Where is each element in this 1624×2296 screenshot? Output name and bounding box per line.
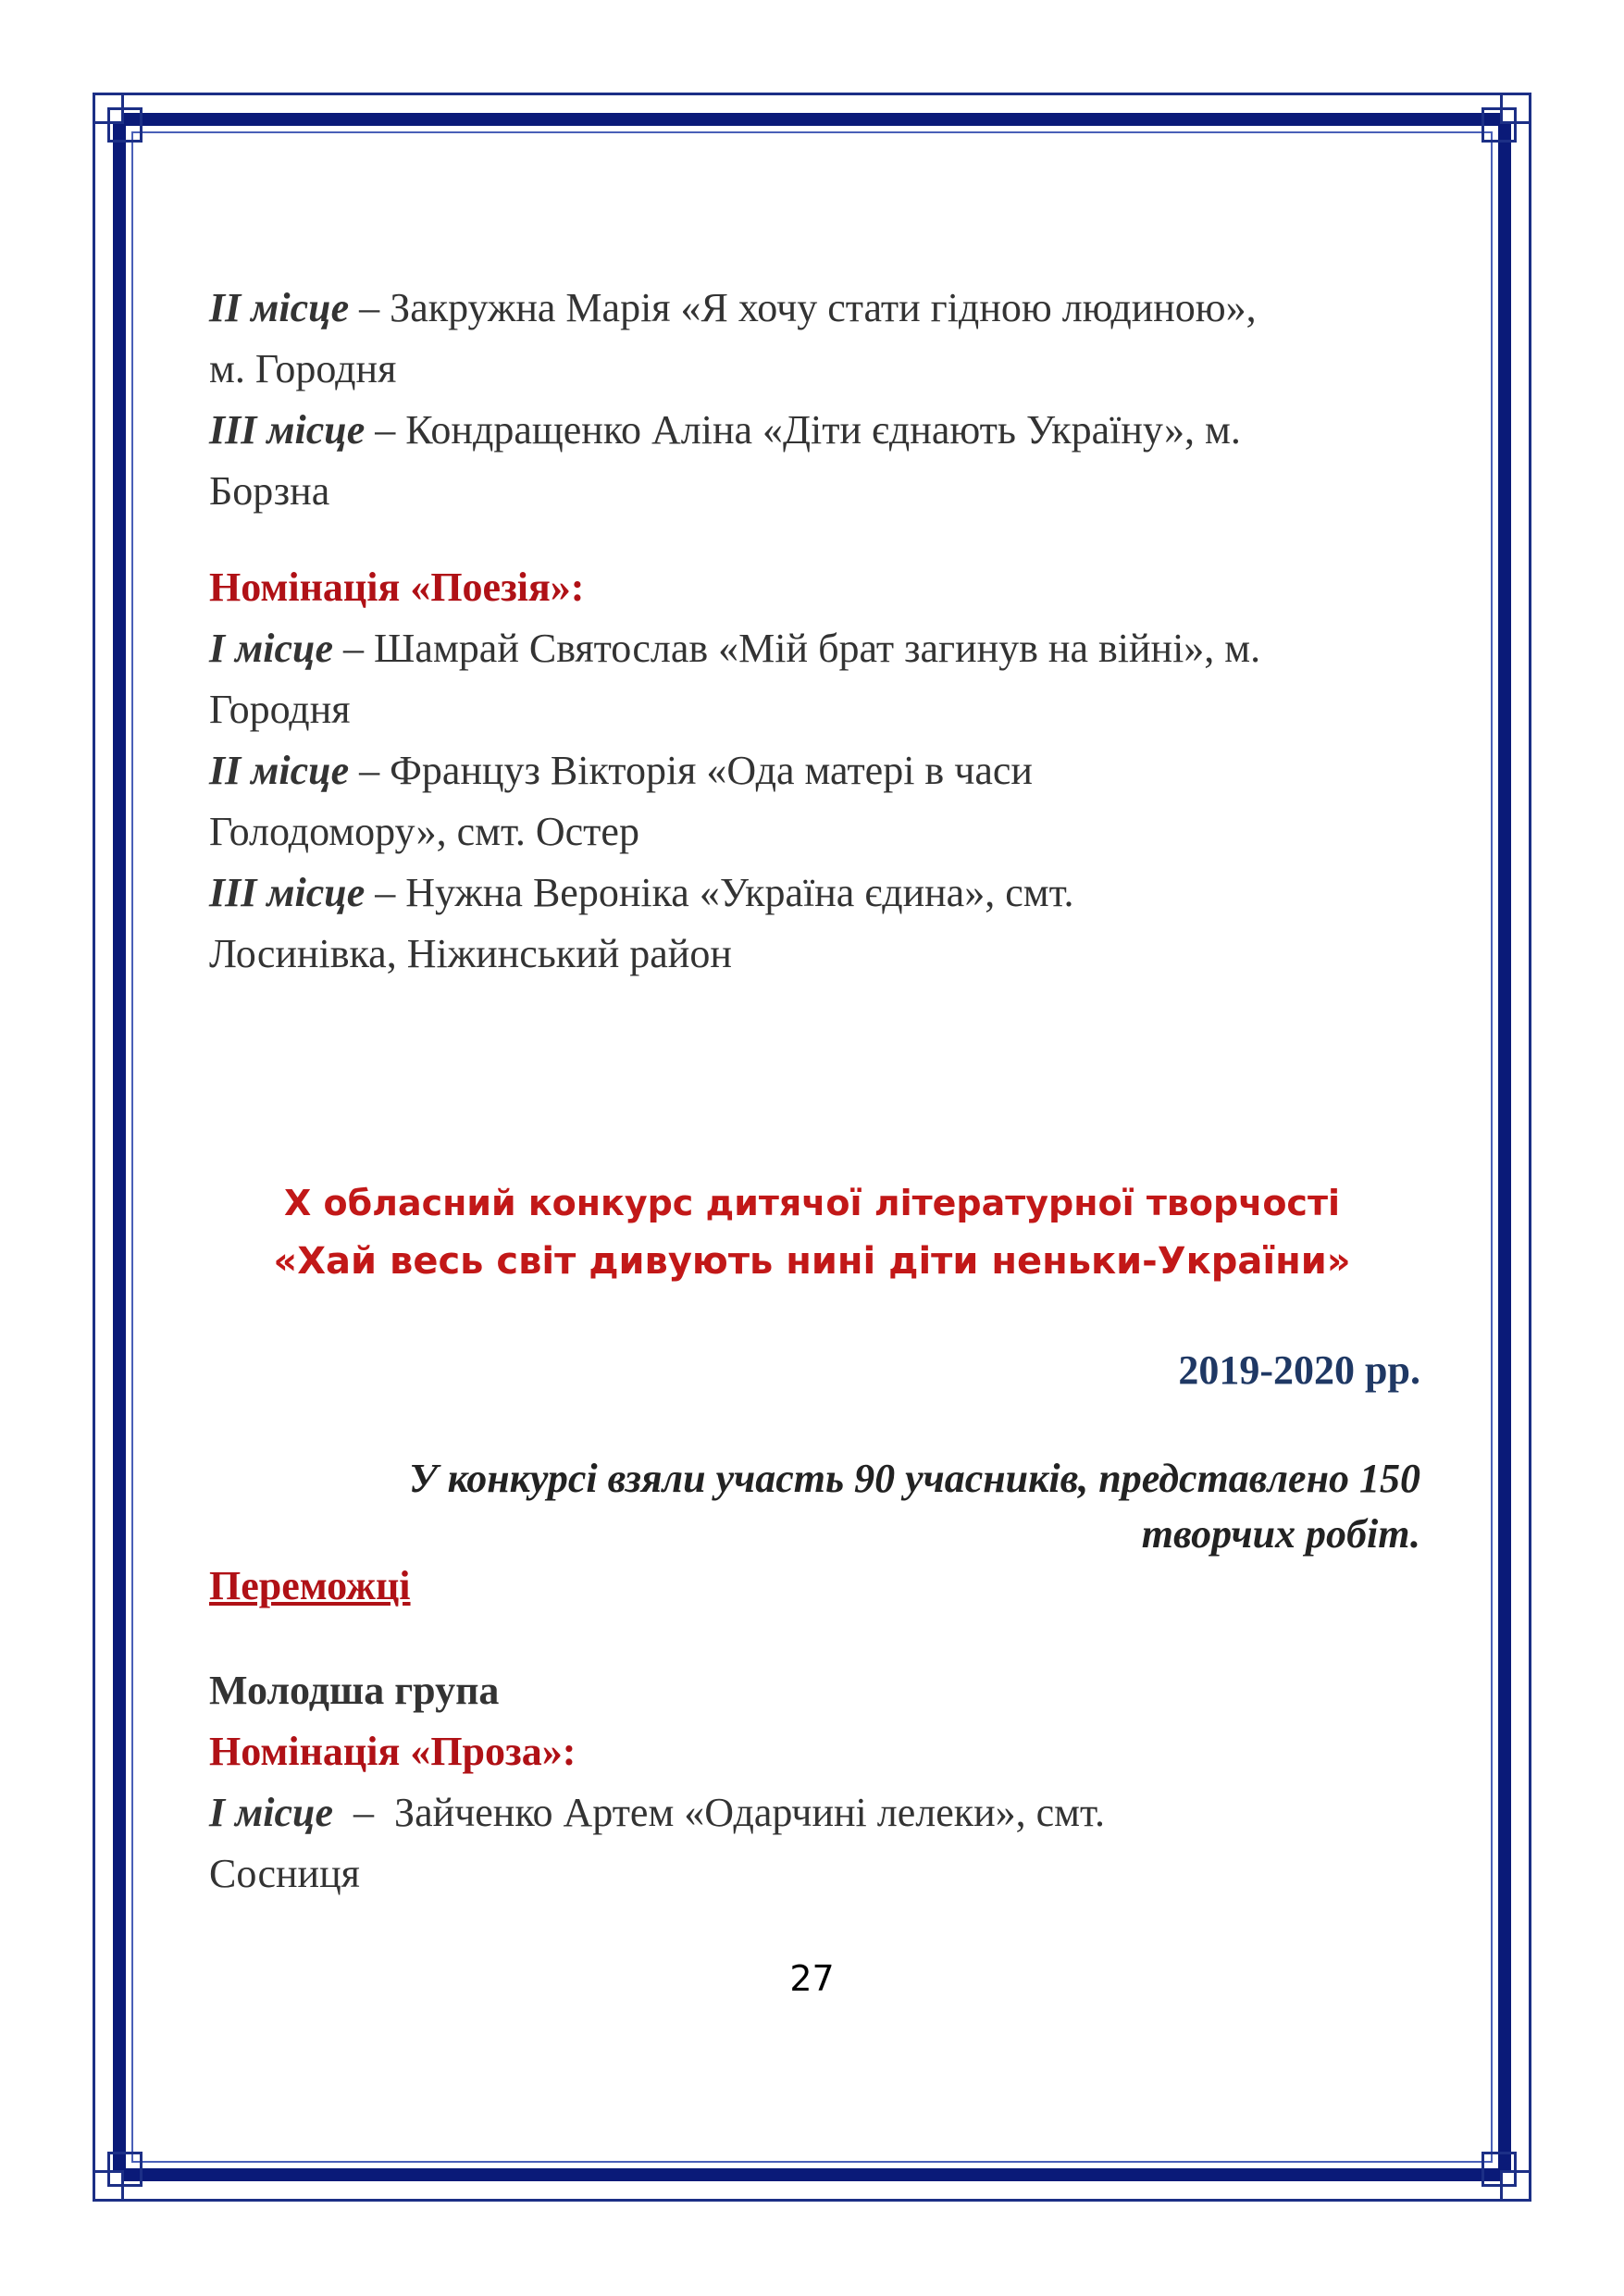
contest-years: 2019-2020 рр. <box>1178 1347 1420 1393</box>
prize-line-cont: Лосинівка, Ніжинський район <box>209 931 732 976</box>
winner-entry: Француз Вікторія «Ода матері в часи <box>390 748 1033 793</box>
prize-line: II місце – Француз Вікторія «Ода матері в часи <box>209 748 1033 793</box>
contest-title-line2: «Хай весь світ дивують нині діти неньки-України» <box>273 1240 1351 1283</box>
contest-title-line1: X обласний конкурс дитячої літературної творчості <box>283 1183 1341 1223</box>
frame-corner-ornament <box>1476 93 1531 148</box>
place-label: II місце <box>209 748 350 793</box>
winner-entry: Нужна Вероніка «Україна єдина», смт. <box>405 870 1074 915</box>
prize-line-cont: Сосниця <box>209 1851 360 1896</box>
prize-line: I місце – Зайченко Артем «Одарчині лелеки», смт. <box>209 1790 1105 1835</box>
place-label: I місце <box>209 1790 334 1835</box>
place-label: II місце <box>209 285 350 330</box>
prize-listing-bottom <box>209 1660 1421 1905</box>
participants-line: творчих робіт. <box>1141 1511 1420 1557</box>
frame-corner-ornament <box>93 93 148 148</box>
page-number: 27 <box>789 1958 835 1999</box>
prize-line: III місце – Кондращенко Аліна «Діти єднають Україну», м. <box>209 407 1241 453</box>
frame-corner-ornament <box>93 2146 148 2202</box>
prize-line-cont: Борзна <box>209 468 330 514</box>
prize-line: I місце – Шамрай Святослав «Мій брат загинув на війні», м. <box>209 626 1261 671</box>
prize-line-cont: м. Городня <box>209 346 397 391</box>
nomination-heading-poetry: Номінація «Поезія»: <box>209 565 585 610</box>
place-label: III місце <box>209 407 366 453</box>
prize-line-cont: Голодомору», смт. Остер <box>209 809 639 854</box>
winner-entry: Зайченко Артем «Одарчині лелеки», смт. <box>394 1790 1105 1835</box>
place-label: I місце <box>209 626 334 671</box>
prize-listing-top <box>209 278 1421 985</box>
winner-entry: Шамрай Святослав «Мій брат загинув на війні», м. <box>374 626 1261 671</box>
winner-entry: Кондращенко Аліна «Діти єднають Україну», м. <box>405 407 1241 453</box>
nomination-heading-prose: Номінація «Проза»: <box>209 1729 576 1774</box>
winner-entry: Закружна Марія «Я хочу стати гідною людиною», <box>390 285 1257 330</box>
place-label: III місце <box>209 870 366 915</box>
winners-heading: Переможці <box>209 1563 411 1608</box>
participants-summary <box>217 1451 1420 1562</box>
prize-line: III місце – Нужна Вероніка «Україна єдина», смт. <box>209 870 1074 915</box>
prize-line: II місце – Закружна Марія «Я хочу стати гідною людиною», <box>209 285 1257 330</box>
frame-corner-ornament <box>1476 2146 1531 2202</box>
participants-line: У конкурсі взяли участь 90 учасників, представлено 150 <box>408 1456 1420 1501</box>
prize-line-cont: Городня <box>209 687 351 732</box>
age-group-heading: Молодша група <box>209 1668 500 1713</box>
